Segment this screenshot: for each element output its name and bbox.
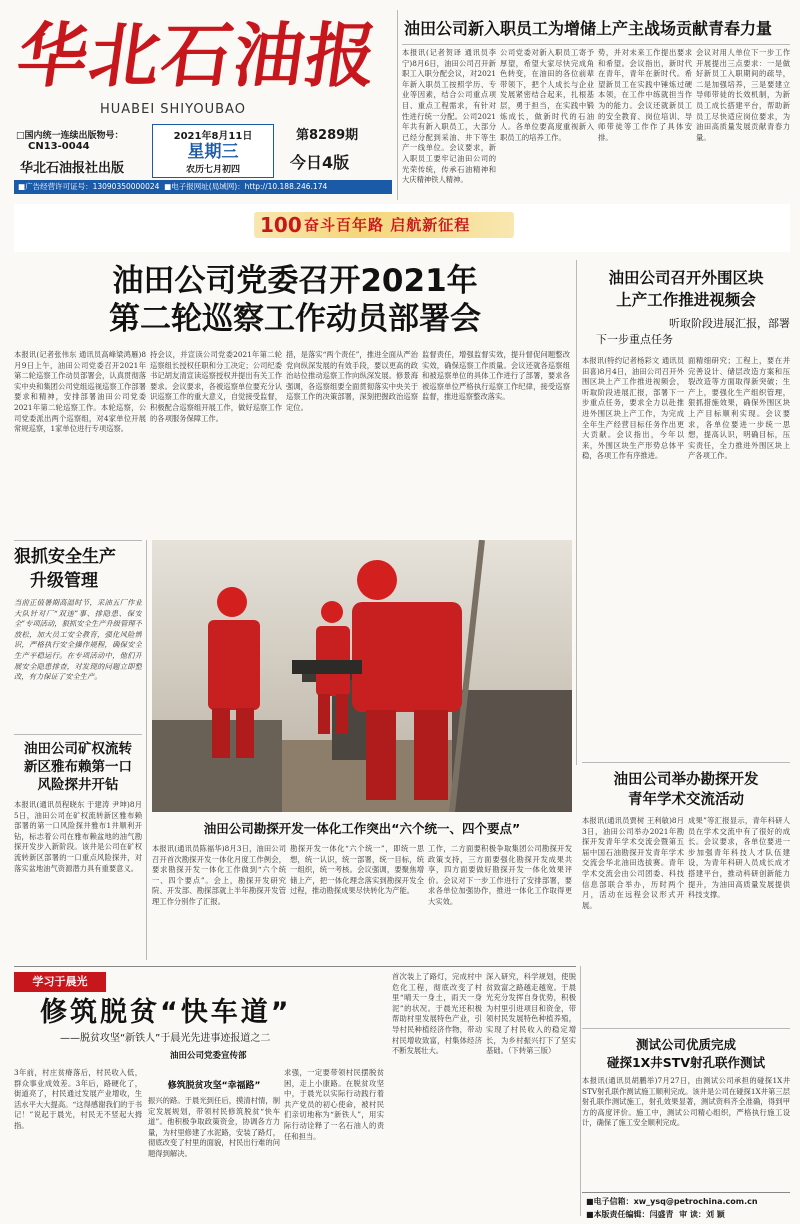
email-label: 电子报网址(局域网)： <box>171 182 245 191</box>
survey-subtitle2: 下一步重点任务 <box>596 333 673 346</box>
photo-illustration <box>152 540 572 812</box>
integration-col1: 本报讯(通讯员陈福华)8月3日，油田公司召开首次勘探开发一体化月度工作例会，要求勘探开发一体化工作做到“六个统一、四个要点”。会上，勘探开发研究院、开发部、勘探部就上半年勘探开发管理工作分别作了汇报。 <box>152 844 286 906</box>
cn-label: □国内统一连续出版物号： <box>16 131 124 141</box>
mine-title-line2: 新区雅布赖第一口 <box>24 759 132 775</box>
survey-title: 油田公司召开外围区块 <box>608 269 764 287</box>
academic-title-line1: 油田公司举办勘探开发 <box>613 772 759 788</box>
top-article-col1: 本报讯(记者贺译 通讯员李宁)8月6日，油田公司召开新职工入职分配会议，对2021年新入职员工按照学历、专业等因素，结合公司重点项目、重点工程需求，有针对性进行统一分配。公司2021年共有新入职员工，大部分已经分配到采油、井下等生产一线单位。会议要求，新入职员工要牢记油田公司的光荣传统，传承石油精神和大庆精神铁人精神。 <box>402 48 496 185</box>
feature-subtitle: ——脱贫攻坚“新铁人”于晨光先进事迹报道之二 <box>60 1033 271 1044</box>
lead-col2: 持会议，并宣读公司党委2021年第二轮巡察组长授权任职和分工决定；公司纪委书记胡友清宣读巡察授权并提出有关工作要求。会议要求，各被巡察单位要充分认识巡察工作的重大意义，自觉接受监督，积极配合巡察组开展工作，做好巡察工作的各项服务保障工作。 <box>150 350 282 423</box>
safety-title-line2: 升级管理 <box>30 571 98 591</box>
feature-subhead: 修筑脱贫攻坚“幸福路” <box>167 1081 261 1091</box>
feature-col1: 3年前，村庄贫瘠落后，村民收入低，群众事业成效差。3年后，路硬化了，街道亮了，村民通过发展产业增收，生活水平大大提高。“这得感谢我们的于书记！”说起于晨光，村民无不竖起大拇指。 <box>14 1068 142 1130</box>
masthead-logo: 华北石油报 <box>12 15 384 97</box>
masthead-pinyin: HUABEI SHIYOUBAO <box>100 102 246 117</box>
mine-title-line3: 风险探井开钻 <box>37 777 119 793</box>
date: 2021年8月11日 <box>173 131 253 142</box>
academic-col2: 成果”等汇报显示，青年科研人员在学术交流中有了很好的成长。会议要求，各单位要进一步加强青年科技人才队伍建设，为青年科研人员成长成才搭建平台，推动科研创新能力提升，为油田高质量发展提供科技支撑。 <box>688 816 790 900</box>
feature-col3: 求强，一定要带领村民摆脱贫困，走上小康路。在脱贫攻坚中，于晨光以实际行动践行着共产党员的初心使命，被村民们亲切地称为“新铁人”，用实际行动诠释了一名石油人的责任和担当。 <box>284 1068 384 1141</box>
feature-author: 油田公司党委宣传部 <box>170 1051 247 1061</box>
lead-col1: 本报讯(记者张伟东 通讯员高峰梁鸿雁)8月9日上午，油田公司党委召开2021年第二轮巡察工作动员部署会，认真贯彻落实中央和集团公司党组巡视巡察工作部署要求和精神，安排部署油田公司党委2021年第二轮巡察工作。本轮巡察，公司党委派出两个巡察组，对4家单位开展常规巡察，1家单位进行专项巡察。 <box>14 350 146 434</box>
stv-title-line2: 碰探1X井STV射孔联作测试 <box>606 1055 766 1070</box>
integration-col3: 工作，二方面要积极争取集团公司勘探开发政策支持，三方面要强化勘探开发成果共享，四方面要做好勘探开发一体化效果评价。会议对下一步工作进行了安排部署，要求各单位加强协作，推进一体化工作取得更大实效。 <box>428 844 572 906</box>
feature-col5: 深入研究，科学规划，使脱贫致富之路越走越宽。于晨光充分发挥自身优势，积极为村里引进项目和资金，带领村民发展特色种植养殖，实现了村民收入的稳定增长，为乡村振兴打下了坚实基础。（下转第三版） <box>486 972 576 1056</box>
top-article-col3: 势，并对未来工作提出要求和希望。会议指出，新时代在青年，青年在新时代。希望新员工在实践中锤炼过硬本领，在工作中练就担当作为的能力。会议还就新员工的安全教育、岗位培训、导师带徒等工作作了具体安排。 <box>598 48 692 142</box>
lead-col3: 措，是落实“两个责任”，推进全面从严治党向纵深发展的有效手段，要以更高的政治站位推动巡察工作向纵深发展。修景海强调，各巡察组要全面贯彻落实中央关于巡察工作的决策部署，深刻把握政治巡察定位。 <box>286 350 418 412</box>
ad-license: 广告经营许可证号：13090350000024 <box>25 182 160 191</box>
lead-col4: 监督责任，增强监督实效，提升督促问题整改实效，确保巡察工作质量。会议还就各巡察组和被巡察单位的具体工作进行了部署，要求各被巡察单位严格执行巡察工作纪律，接受巡察监督，推进巡察整改落实。 <box>422 350 570 402</box>
publisher: 华北石油报社出版 <box>20 161 125 176</box>
integration-col2: 勘探开发一体化“六个统一”，即统一思想，统一认识，统一部署，统一目标，统一组织，统一考核。会议强调，要聚焦增储上产，把一体化理念落实到勘探开发全过程，推动勘探成果尽快转化为产能。 <box>290 844 424 896</box>
survey-col1: 本报讯(特约记者杨彩文 通讯员田喜)8月4日，油田公司召开外围区块上产工作推进视频会，听取阶段进展汇报，部署下一步重点任务，要求全力以赴推进外围区块上产工作，为完成全年生产经营目标任务作出更大贡献。会议指出，今年以来，外围区块生产形势总体平稳，各项工作有序推进。 <box>582 356 684 461</box>
feature-kicker: 学习于晨光 <box>14 972 106 992</box>
footer-email-address[interactable]: xw_ysq@petrochina.com.cn <box>633 1197 758 1206</box>
footer-editor: ■本版责任编辑：闫盛青 审 读：刘 颖 <box>586 1210 725 1219</box>
banner-slogan: 奋斗百年路 启航新征程 <box>304 216 471 234</box>
stv-title-line1: 测试公司优质完成 <box>635 1037 736 1052</box>
academic-title-line2: 青年学术交流活动 <box>628 792 744 808</box>
top-article-title: 油田公司新入职员工为增储上产主战场贡献青春力量 <box>404 19 773 38</box>
feature-col4: 首次装上了路灯，完成村中危化工程，彻底改变了村里“晴天一身土，雨天一身泥”的状况。于晨光还积极帮助村里发展特色产业，引导村民种植经济作物，带动村民增收致富，村集体经济不断发展壮大。 <box>392 972 482 1056</box>
weekday: 星期三 <box>187 142 239 162</box>
top-article-col2: 公司党委对新入职员工寄予厚望，希望大家尽快完成角色转变，在油田的各位前辈带领下，把个人成长与企业发展紧密结合起来，扎根基层，勇于担当，在实践中锻炼成长，做新时代的石油人。各单位要高度重视新入职员工的培养工作。 <box>500 48 594 142</box>
banner-number: 100 <box>260 213 302 237</box>
footer-email: ■电子信箱：xw_ysq@petrochina.com.cn <box>586 1197 758 1206</box>
stv-body: 本报讯(通讯员胡鹏举)7月27日，由测试公司承担的碰探1X井STV射孔联作测试施工顺利完成。该井是公司在碰探1X井第三层射孔联作测试施工，射孔效果显著，测试资料齐全准确，得到甲方的高度评价。施工中，测试公司精心组织，严格执行施工设计，确保了施工安全顺利完成。 <box>582 1076 790 1128</box>
feature-title: 修筑脱贫“快车道” <box>40 997 292 1028</box>
photo-caption: 油田公司勘探开发一体化工作突出“六个统一、四个要点” <box>203 821 521 836</box>
feature-col2: 振兴的路。于晨光到任后，摸清村情，制定发展规划，带领村民修筑脱贫“快车道”。他积极争取政策资金，协调各方力量，为村里修建了水泥路，安装了路灯，彻底改变了村里的面貌，村民出行难的问题得到解决。 <box>148 1096 280 1158</box>
issue-number: 第8289期 <box>296 128 359 143</box>
oilfield-workers-photo <box>152 540 572 812</box>
survey-col2: 面精细研究；工程上，要在并完善设计、储层改造方案和压裂改造等方面取得新突破；生产上，要强化生产组织管理，狠抓措施效果，确保外围区块上产目标顺利实现。会议要求，各单位要进一步统一思想，提高认识，明确目标，压实责任，全力推进外围区块上产各项工作。 <box>688 356 790 461</box>
academic-col1: 本报讯(通讯员贾树 王利敏)8月3日，油田公司举办2021年勘探开发青年学术交流会暨第五届中国石油勘探开发青年学术交流会华北油田选拔赛。青年学术交流会由公司团委、科技信息部联合举办，历时两个月，活动在远程会议形式开展。 <box>582 816 684 910</box>
top-article-col4: 会议对用人单位下一步工作开展提出三点要求：一是做好新员工入职期间的疏导，二是加强培养，三是要建立导师带徒的长效机制，为新员工成长搭建平台，帮助新员工尽快适应岗位要求，为油田高质量发展贡献青春力量。 <box>696 48 790 142</box>
survey-subtitle: 听取阶段进展汇报，部署 <box>669 317 790 330</box>
date-box <box>152 124 274 178</box>
lead-title-line1: 油田公司党委召开2021年 <box>112 263 478 299</box>
centenary-banner <box>14 204 790 252</box>
mine-title-line1: 油田公司矿权流转 <box>24 741 132 757</box>
cn-number: CN13-0044 <box>28 141 90 152</box>
info-bar: ■广告经营许可证号：13090350000024 ■电子报网址(局域网)：http://10.188.246.174 <box>14 180 392 194</box>
pages-today: 今日4版 <box>290 153 350 172</box>
survey-title2: 上产工作推进视频会 <box>616 291 756 309</box>
lead-title-line2: 第二轮巡察工作动员部署会 <box>109 301 481 337</box>
intranet-url[interactable]: http://10.188.246.174 <box>244 182 328 191</box>
mine-body: 本报讯(通讯员程晓东 于建涛 尹坤)8月5日，油田公司在矿权流转新区雅布赖部署的第一口风险探井雅布1井顺利开钻，标志着公司在雅布赖盆地的油气勘探开发步入新阶段。该井是公司在矿权流转新区部署的一口重点风险探井，对落实盆地油气资源潜力具有重要意义。 <box>14 800 142 873</box>
safety-body: 当前正值暑期高温时节，采油五厂作业大队针对厂“双违”事、排隐患、保安全”专项活动，狠抓安全生产升级管理不放松，加大员工安全教育，强化风险辨识，严格执行安全操作规程，确保安全生产平稳运行。在专项活动中，他们开展安全隐患排查，对发现的问题立即整改，有力保证了安全生产。 <box>14 598 142 682</box>
safety-title-line1: 狠抓安全生产 <box>14 547 116 567</box>
lunar-date: 农历七月初四 <box>185 165 240 175</box>
